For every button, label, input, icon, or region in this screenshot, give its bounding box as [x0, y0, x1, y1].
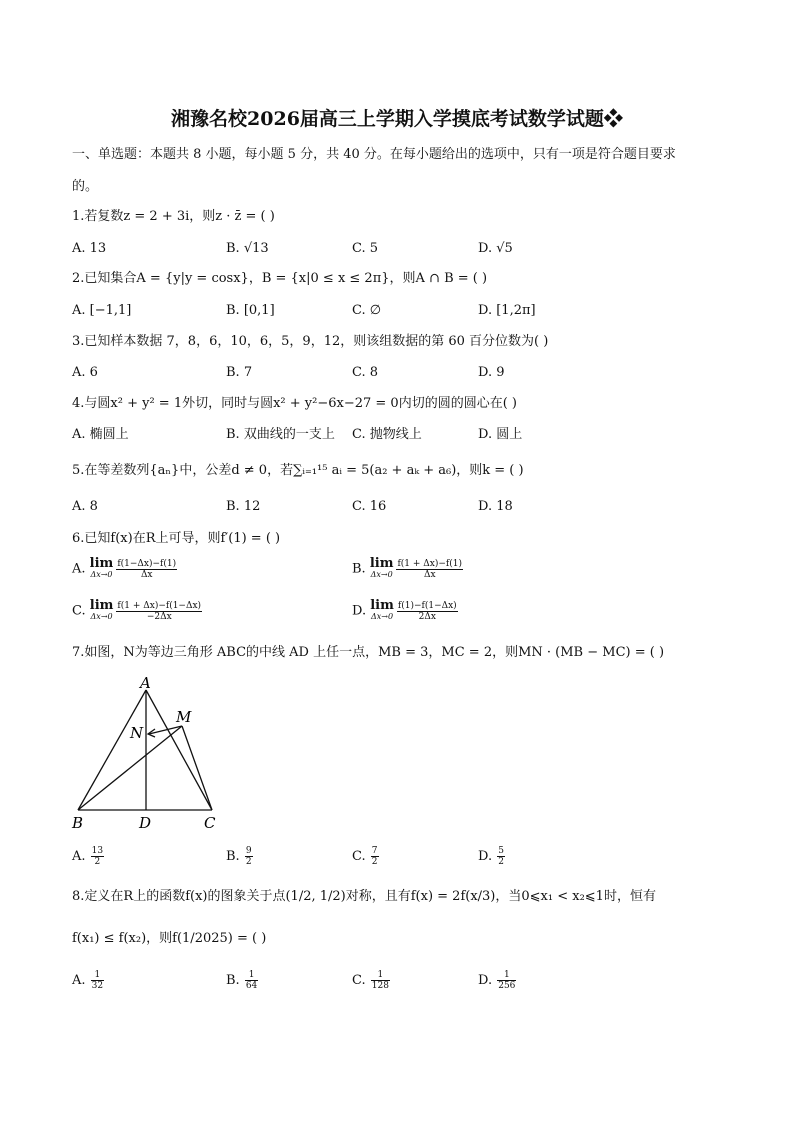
question-4-stem: 4.与圆x² + y² = 1外切，同时与圆x² + y²−6x−27 = 0内切的圆的圆心在( ) — [72, 396, 517, 411]
q3-option-d[interactable]: D. 9 — [478, 365, 505, 380]
limit-operator: lim Δx→0 — [89, 556, 114, 579]
fraction: $\frac{1}{32}$ — [91, 970, 104, 991]
label-b: B — [72, 814, 84, 832]
limit-operator: lim Δx→0 — [369, 556, 394, 579]
label-n: N — [130, 724, 144, 742]
q3-option-b[interactable]: B. 7 — [226, 365, 253, 380]
q7-option-a[interactable] — [72, 846, 105, 867]
option-label: B. — [352, 561, 366, 577]
option-label: A. — [72, 561, 86, 577]
q3-option-a[interactable]: A. 6 — [72, 365, 98, 380]
q2-option-b[interactable]: B. [0,1] — [226, 303, 275, 318]
fraction: $\frac{f(1)-f(1-\Delta x)}{2\Delta x}$ — [397, 600, 457, 622]
page-title: 湘豫名校2026届高三上学期入学摸底考试数学试题❖ — [171, 108, 623, 130]
option-label: C. — [352, 849, 366, 864]
option-label: C. — [352, 973, 366, 988]
q8-option-c[interactable] — [352, 970, 391, 991]
q5-option-b[interactable]: B. 12 — [226, 499, 261, 514]
option-label: C. — [72, 603, 86, 619]
label-m: M — [176, 708, 192, 726]
section-instructions-cont: 的。 — [72, 179, 99, 194]
question-1-stem: 1.若复数z = 2 + 3i，则z · z̄ = ( ) — [72, 209, 275, 224]
q5-option-a[interactable]: A. 8 — [72, 499, 98, 514]
side-ab — [78, 690, 146, 810]
option-label: B. — [226, 849, 240, 864]
q1-option-b[interactable]: B. √13 — [226, 241, 269, 256]
limit-operator: lim Δx→0 — [370, 598, 394, 621]
q7-option-b[interactable] — [226, 846, 254, 867]
option-label: A. — [72, 849, 86, 864]
fraction: $\frac{9}{2}$ — [245, 846, 252, 867]
q6-option-c[interactable] — [72, 600, 203, 622]
triangle-diagram — [66, 672, 236, 832]
question-8-stem-cont: f(x₁) ≤ f(x₂)，则f(1/2025) = ( ) — [72, 931, 267, 946]
label-d: D — [139, 814, 152, 832]
q6-option-a[interactable] — [72, 558, 178, 580]
label-c: C — [204, 814, 216, 832]
fraction: $\frac{f(1 + \Delta x)-f(1)}{\Delta x}$ — [397, 558, 463, 580]
q2-option-d[interactable]: D. [1,2π] — [478, 303, 536, 318]
q5-option-d[interactable]: D. 18 — [478, 499, 513, 514]
q8-option-b[interactable] — [226, 970, 259, 991]
segment-mc — [182, 726, 212, 810]
option-label: A. — [72, 973, 86, 988]
question-7-stem: 7.如图，N为等边三角形 ABC的中线 AD 上任一点，MB = 3，MC = 2，则MN · (MB − MC) = ( ) — [72, 645, 665, 660]
q5-option-c[interactable]: C. 16 — [352, 499, 387, 514]
q7-option-d[interactable] — [478, 846, 506, 867]
fraction: $\frac{f(1 + \Delta x)-f(1-\Delta x)}{-2\Delta x}$ — [117, 600, 202, 622]
option-label: D. — [352, 603, 367, 619]
fraction: $\frac{5}{2}$ — [498, 846, 504, 867]
q4-option-b[interactable]: B. 双曲线的一支上 — [226, 427, 335, 442]
label-a: A — [140, 674, 151, 692]
option-label: B. — [226, 973, 240, 988]
q4-option-c[interactable]: C. 抛物线上 — [352, 427, 422, 442]
question-2-stem: 2.已知集合A = {y|y = cosx}，B = {x|0 ≤ x ≤ 2π}，则A ∩ B = ( ) — [72, 271, 488, 286]
q8-option-a[interactable] — [72, 970, 105, 991]
q6-option-b[interactable] — [352, 558, 464, 580]
question-3-stem: 3.已知样本数据 7，8，6，10，6，5，9，12，则该组数据的第 60 百分位数为( ) — [72, 334, 549, 349]
q2-option-a[interactable]: A. [−1,1] — [72, 303, 132, 318]
fraction: $\frac{1}{64}$ — [245, 970, 258, 991]
fraction: $\frac{7}{2}$ — [371, 846, 378, 867]
limit-operator: lim Δx→0 — [89, 598, 114, 621]
q7-option-c[interactable] — [352, 846, 380, 867]
question-5-stem: 5.在等差数列{aₙ}中，公差d ≠ 0，若∑ᵢ₌₁¹⁵ aᵢ = 5(a₂ + aₖ + a₆)，则k = ( ) — [72, 463, 524, 478]
q8-option-d[interactable] — [478, 970, 517, 991]
fraction: $\frac{1}{128}$ — [371, 970, 389, 991]
section-instructions: 一、单选题：本题共 8 小题，每小题 5 分，共 40 分。在每小题给出的选项中，只有一项是符合题目要求 — [72, 147, 676, 162]
q1-option-d[interactable]: D. √5 — [478, 241, 513, 256]
option-label: D. — [478, 973, 493, 988]
question-6-stem: 6.已知f(x)在R上可导，则f′(1) = ( ) — [72, 531, 281, 546]
q1-option-c[interactable]: C. 5 — [352, 241, 379, 256]
q6-option-d[interactable] — [352, 600, 459, 622]
fraction: $\frac{1}{256}$ — [498, 970, 516, 991]
q4-option-d[interactable]: D. 圆上 — [478, 427, 523, 442]
fraction: $\frac{f(1-\Delta x)-f(1)}{\Delta x}$ — [117, 558, 177, 580]
triangle-figure — [66, 672, 236, 832]
question-8-stem: 8.定义在R上的函数f(x)的图象关于点(1/2, 1/2)对称，且有f(x) = 2f(x/3)，当0⩽x₁ < x₂⩽1时，恒有 — [72, 889, 656, 904]
q1-option-a[interactable]: A. 13 — [72, 241, 107, 256]
q4-option-a[interactable]: A. 椭圆上 — [72, 427, 129, 442]
q3-option-c[interactable]: C. 8 — [352, 365, 379, 380]
option-label: D. — [478, 849, 493, 864]
q2-option-c[interactable]: C. ∅ — [352, 303, 382, 318]
fraction: $\frac{13}{2}$ — [91, 846, 104, 867]
